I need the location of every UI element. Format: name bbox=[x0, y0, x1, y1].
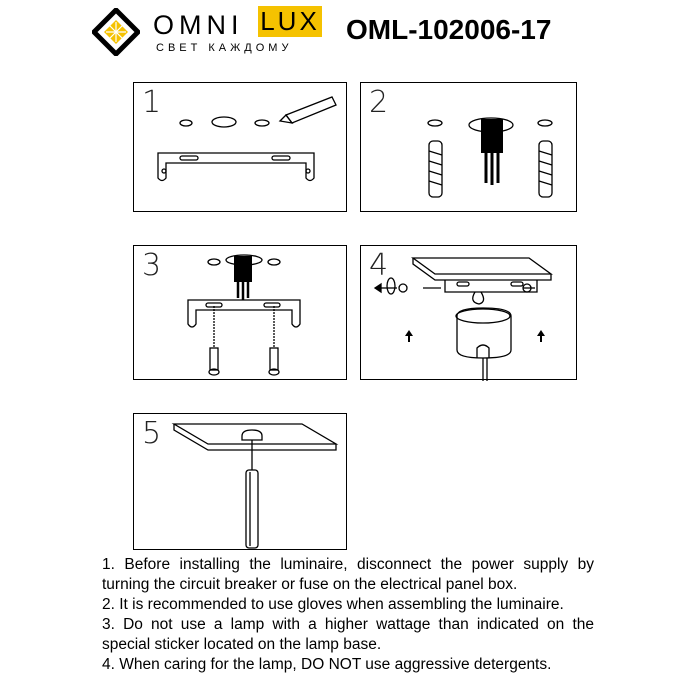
model-number: OML-102006-17 bbox=[346, 14, 552, 45]
bracket-fixing-illustration bbox=[134, 246, 348, 381]
step-4-number: 4 bbox=[369, 248, 389, 283]
brand-name-lux: LUX bbox=[258, 6, 322, 37]
step-1-number: 1 bbox=[142, 85, 162, 120]
dowel-and-wires-illustration bbox=[361, 83, 578, 213]
installed-pendant-illustration bbox=[134, 414, 348, 551]
omnilux-logo-icon bbox=[92, 8, 140, 56]
step-2-number: 2 bbox=[369, 85, 389, 120]
mounting-bracket-marking-illustration bbox=[134, 83, 348, 213]
step-4-panel bbox=[360, 245, 577, 380]
instruction-item: 2. It is recommended to use gloves when assembling the luminaire. bbox=[102, 596, 564, 613]
instruction-item: 1. Before installing the luminaire, disconnect the power supply by turning the circuit breaker or fuse on the electrical panel box. bbox=[102, 556, 594, 593]
step-3-panel bbox=[133, 245, 347, 380]
step-2-panel bbox=[360, 82, 577, 212]
safety-instructions bbox=[102, 555, 594, 675]
step-5-number: 5 bbox=[142, 416, 162, 451]
canopy-attachment-illustration bbox=[361, 246, 578, 381]
step-1-panel bbox=[133, 82, 347, 212]
instruction-item: 4. When caring for the lamp, DO NOT use aggressive detergents. bbox=[102, 656, 552, 673]
instruction-item: 3. Do not use a lamp with a higher wattage than indicated on the special sticker located on the lamp base. bbox=[102, 616, 594, 653]
brand-name-omni: OMNI bbox=[153, 10, 244, 40]
brand-tagline: СВЕТ КАЖДОМУ bbox=[156, 42, 293, 54]
step-3-number: 3 bbox=[142, 248, 162, 283]
step-5-panel bbox=[133, 413, 347, 550]
